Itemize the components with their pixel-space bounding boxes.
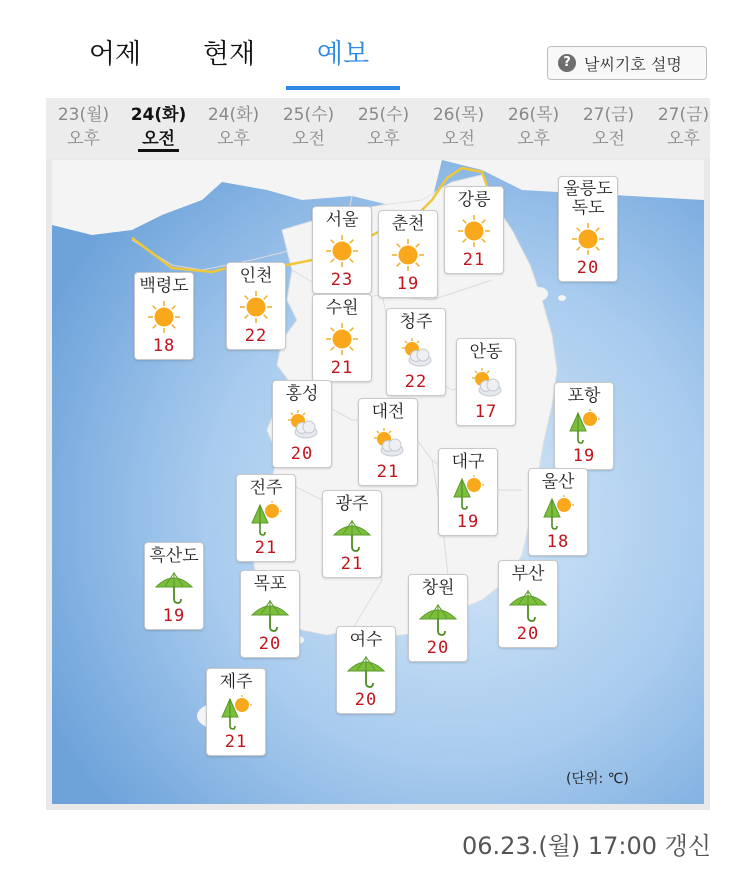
period-label: 오전 bbox=[442, 129, 475, 149]
city-card-gangneung[interactable] bbox=[444, 186, 504, 274]
date-label: 26(목) bbox=[507, 105, 560, 125]
city-name: 홍성 bbox=[285, 384, 319, 404]
umbrella-icon bbox=[154, 569, 194, 605]
city-temp: 21 bbox=[254, 538, 278, 558]
city-temp: 20 bbox=[290, 444, 314, 464]
period-label: 오전 bbox=[138, 129, 179, 152]
umbrella-icon bbox=[346, 653, 386, 689]
city-card-gwangju[interactable] bbox=[322, 490, 382, 578]
date-tab[interactable] bbox=[646, 98, 721, 158]
umbrella-icon bbox=[332, 517, 372, 553]
city-name: 청주 bbox=[399, 312, 433, 332]
partly-cloudy-icon bbox=[398, 335, 434, 371]
city-name: 울릉도 독도 bbox=[563, 179, 613, 218]
sunny-icon bbox=[570, 221, 606, 257]
sunny-icon bbox=[324, 321, 360, 357]
city-temp: 21 bbox=[330, 358, 354, 378]
city-card-daejeon[interactable] bbox=[358, 398, 418, 486]
date-tab-selected[interactable] bbox=[121, 98, 196, 158]
city-temp: 19 bbox=[456, 512, 480, 532]
city-name: 여수 bbox=[349, 630, 383, 650]
umbrella-icon bbox=[508, 587, 548, 623]
updated-timestamp: 06.23.(월) 17:00 갱신 bbox=[462, 832, 712, 860]
city-name: 창원 bbox=[421, 578, 455, 598]
city-name: 안동 bbox=[469, 342, 503, 362]
city-name: 서울 bbox=[325, 210, 359, 230]
city-name: 제주 bbox=[219, 672, 253, 692]
period-label: 오전 bbox=[592, 129, 625, 149]
city-card-yeosu[interactable] bbox=[336, 626, 396, 714]
city-name: 인천 bbox=[239, 266, 273, 286]
city-name: 흑산도 bbox=[149, 546, 199, 566]
period-label: 오후 bbox=[67, 129, 100, 149]
rain-then-sun-icon bbox=[218, 695, 254, 731]
period-label: 오후 bbox=[517, 129, 550, 149]
city-name: 부산 bbox=[511, 564, 545, 584]
city-temp: 21 bbox=[462, 250, 486, 270]
city-card-andong[interactable] bbox=[456, 338, 516, 426]
date-label: 27(금) bbox=[657, 105, 710, 125]
city-card-baengnyeongdo[interactable] bbox=[134, 272, 194, 360]
date-tab[interactable] bbox=[496, 98, 571, 158]
date-tab[interactable] bbox=[421, 98, 496, 158]
city-temp: 21 bbox=[224, 732, 248, 752]
city-card-ulsan[interactable] bbox=[528, 468, 588, 556]
tab-current[interactable]: 현재 bbox=[202, 39, 256, 70]
rain-then-sun-icon bbox=[566, 409, 602, 445]
city-temp: 20 bbox=[576, 258, 600, 278]
weather-symbol-help-button[interactable] bbox=[547, 46, 707, 80]
city-temp: 21 bbox=[376, 462, 400, 482]
period-label: 오후 bbox=[217, 129, 250, 149]
period-label: 오후 bbox=[367, 129, 400, 149]
date-label: 25(수) bbox=[357, 105, 410, 125]
city-temp: 20 bbox=[426, 638, 450, 658]
period-label: 오후 bbox=[667, 129, 700, 149]
city-card-busan[interactable] bbox=[498, 560, 558, 648]
city-temp: 22 bbox=[244, 326, 268, 346]
forecast-tabs bbox=[58, 30, 400, 90]
city-card-heuksando[interactable] bbox=[144, 542, 204, 630]
date-label: 24(화) bbox=[130, 105, 187, 125]
city-card-mokpo[interactable] bbox=[240, 570, 300, 658]
date-tab[interactable] bbox=[271, 98, 346, 158]
period-label: 오전 bbox=[292, 129, 325, 149]
city-temp: 18 bbox=[152, 336, 176, 356]
tab-yesterday[interactable]: 어제 bbox=[88, 39, 142, 70]
sunny-icon bbox=[390, 237, 426, 273]
rain-then-sun-icon bbox=[450, 475, 486, 511]
sunny-icon bbox=[238, 289, 274, 325]
umbrella-icon bbox=[418, 601, 458, 637]
rain-then-sun-icon bbox=[248, 501, 284, 537]
city-temp: 21 bbox=[340, 554, 364, 574]
city-temp: 19 bbox=[396, 274, 420, 294]
unit-label: (단위: ℃) bbox=[566, 771, 629, 787]
city-card-suwon[interactable] bbox=[312, 294, 372, 382]
partly-cloudy-icon bbox=[370, 425, 406, 461]
city-card-chuncheon[interactable] bbox=[378, 210, 438, 298]
forecast-map bbox=[46, 158, 710, 810]
city-name: 전주 bbox=[249, 478, 283, 498]
question-icon: ? bbox=[558, 54, 576, 72]
city-name: 춘천 bbox=[391, 214, 425, 234]
date-label: 25(수) bbox=[282, 105, 335, 125]
city-card-ulleungdo-dokdo[interactable] bbox=[558, 176, 618, 282]
rain-then-sun-icon bbox=[540, 495, 576, 531]
city-temp: 23 bbox=[330, 270, 354, 290]
city-card-daegu[interactable] bbox=[438, 448, 498, 536]
city-name: 광주 bbox=[335, 494, 369, 514]
city-temp: 19 bbox=[162, 606, 186, 626]
date-label: 27(금) bbox=[582, 105, 635, 125]
city-name: 울산 bbox=[541, 472, 575, 492]
date-tab[interactable] bbox=[571, 98, 646, 158]
sunny-icon bbox=[146, 299, 182, 335]
city-temp: 20 bbox=[258, 634, 282, 654]
city-card-jeonju[interactable] bbox=[236, 474, 296, 562]
date-selector bbox=[46, 98, 710, 158]
city-card-changwon[interactable] bbox=[408, 574, 468, 662]
city-temp: 22 bbox=[404, 372, 428, 392]
city-name: 수원 bbox=[325, 298, 359, 318]
date-label: 26(목) bbox=[432, 105, 485, 125]
city-temp: 20 bbox=[516, 624, 540, 644]
city-card-seoul[interactable] bbox=[312, 206, 372, 294]
help-button-label: 날씨기호 설명 bbox=[584, 54, 682, 74]
city-card-cheongju[interactable] bbox=[386, 308, 446, 396]
city-card-incheon[interactable] bbox=[226, 262, 286, 350]
city-name: 목포 bbox=[253, 574, 287, 594]
partly-cloudy-icon bbox=[284, 407, 320, 443]
date-tab[interactable] bbox=[196, 98, 271, 158]
city-temp: 17 bbox=[474, 402, 498, 422]
city-temp: 18 bbox=[546, 532, 570, 552]
date-tab[interactable] bbox=[346, 98, 421, 158]
city-card-pohang[interactable] bbox=[554, 382, 614, 470]
city-temp: 19 bbox=[572, 446, 596, 466]
date-label: 23(월) bbox=[57, 105, 110, 125]
tab-forecast[interactable]: 예보 bbox=[286, 30, 400, 90]
city-name: 대전 bbox=[371, 402, 405, 422]
city-name: 강릉 bbox=[457, 190, 491, 210]
city-card-hongseong[interactable] bbox=[272, 380, 332, 468]
city-name: 백령도 bbox=[139, 276, 189, 296]
city-card-jeju[interactable] bbox=[206, 668, 266, 756]
sunny-icon bbox=[324, 233, 360, 269]
city-temp: 20 bbox=[354, 690, 378, 710]
date-tab[interactable] bbox=[46, 98, 121, 158]
umbrella-icon bbox=[250, 597, 290, 633]
city-name: 포항 bbox=[567, 386, 601, 406]
date-label: 24(화) bbox=[207, 105, 260, 125]
city-name: 대구 bbox=[451, 452, 485, 472]
sunny-icon bbox=[456, 213, 492, 249]
partly-cloudy-icon bbox=[468, 365, 504, 401]
